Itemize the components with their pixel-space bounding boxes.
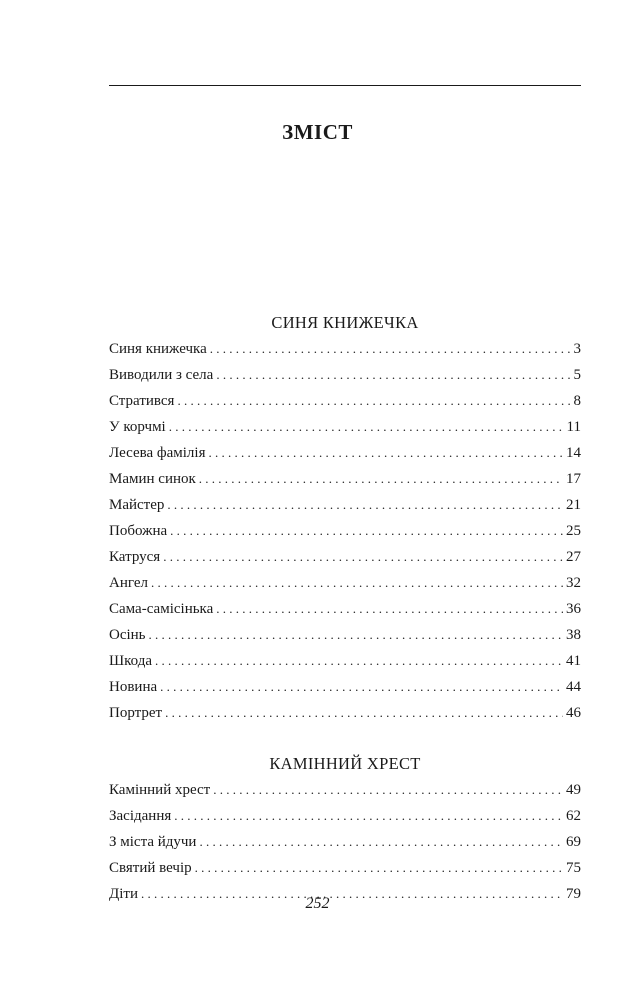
dot-leader <box>170 518 563 544</box>
toc-entry[interactable] <box>109 414 581 440</box>
dot-leader <box>169 414 564 440</box>
toc-entry[interactable] <box>109 700 581 726</box>
toc-entry-page-number: 69 <box>566 834 581 850</box>
dot-leader <box>208 440 563 466</box>
dot-leader <box>210 336 571 362</box>
toc-entry[interactable] <box>109 596 581 622</box>
toc-entry-title: Майстер <box>109 497 165 513</box>
dot-leader <box>199 466 563 492</box>
toc-entry-title: Лесева фамілія <box>109 445 206 461</box>
toc-entry-title: Ангел <box>109 575 148 591</box>
toc-entry[interactable] <box>109 466 581 492</box>
toc-entry[interactable] <box>109 622 581 648</box>
toc-entry[interactable] <box>109 777 581 803</box>
toc-entry[interactable] <box>109 388 581 414</box>
toc-entry-title: Портрет <box>109 705 163 721</box>
toc-entry-title: Осінь <box>109 627 146 643</box>
toc-entry-page-number: 49 <box>566 782 581 798</box>
toc-entry[interactable] <box>109 648 581 674</box>
toc-entry-title: З міста йдучи <box>109 834 197 850</box>
toc-entry-page-number: 5 <box>573 367 581 383</box>
toc-entry-title: Сама-самісінька <box>109 601 214 617</box>
toc-entry-page-number: 62 <box>566 808 581 824</box>
toc-entry-page-number: 8 <box>573 393 581 409</box>
dot-leader <box>216 596 563 622</box>
toc-entry-page-number: 32 <box>566 575 581 591</box>
toc-entry[interactable] <box>109 803 581 829</box>
toc-entry[interactable] <box>109 518 581 544</box>
table-of-contents <box>109 310 581 907</box>
toc-entry-title: Діти <box>109 886 138 902</box>
page-number: 252 <box>305 895 330 912</box>
dot-leader <box>216 362 570 388</box>
section-entries <box>109 336 581 726</box>
dot-leader <box>213 777 563 803</box>
dot-leader <box>160 674 563 700</box>
dot-leader <box>149 622 563 648</box>
toc-entry-title: Стратився <box>109 393 175 409</box>
toc-entry-page-number: 11 <box>566 419 581 435</box>
toc-entry-page-number: 46 <box>566 705 581 721</box>
dot-leader <box>174 803 563 829</box>
toc-entry[interactable] <box>109 570 581 596</box>
toc-entry-title: Святий вечір <box>109 860 192 876</box>
toc-entry-title: Камінний хрест <box>109 782 211 798</box>
toc-entry[interactable] <box>109 829 581 855</box>
section-entries <box>109 777 581 907</box>
dot-leader <box>167 492 563 518</box>
dot-leader <box>177 388 570 414</box>
toc-entry[interactable] <box>109 362 581 388</box>
toc-entry-title: Новина <box>109 679 158 695</box>
toc-entry-page-number: 41 <box>566 653 581 669</box>
toc-entry-page-number: 21 <box>566 497 581 513</box>
section-title-synia-knyzhechka: СИНЯ КНИЖЕЧКА <box>271 313 419 332</box>
dot-leader <box>155 648 563 674</box>
header-rule <box>109 85 581 86</box>
section-title-kaminnyi-khrest: КАМІННИЙ ХРЕСТ <box>269 754 421 773</box>
toc-entry[interactable] <box>109 855 581 881</box>
toc-entry-page-number: 27 <box>566 549 581 565</box>
toc-entry-title: У корчмі <box>109 419 166 435</box>
toc-entry-title: Шкода <box>109 653 153 669</box>
toc-entry[interactable] <box>109 336 581 362</box>
dot-leader <box>151 570 563 596</box>
toc-entry-page-number: 38 <box>566 627 581 643</box>
dot-leader <box>195 855 563 881</box>
toc-entry[interactable] <box>109 492 581 518</box>
toc-entry-page-number: 36 <box>566 601 581 617</box>
toc-entry-page-number: 79 <box>566 886 581 902</box>
toc-entry-page-number: 14 <box>566 445 581 461</box>
toc-entry-title: Виводили з села <box>109 367 214 383</box>
toc-entry-page-number: 25 <box>566 523 581 539</box>
toc-entry-title: Катруся <box>109 549 161 565</box>
toc-entry-page-number: 17 <box>566 471 581 487</box>
toc-entry-title: Побожна <box>109 523 168 539</box>
toc-entry[interactable] <box>109 544 581 570</box>
toc-entry-page-number: 75 <box>566 860 581 876</box>
toc-entry-page-number: 44 <box>566 679 581 695</box>
toc-entry[interactable] <box>109 674 581 700</box>
dot-leader <box>199 829 563 855</box>
page-title: ЗМІСТ <box>282 120 353 144</box>
dot-leader <box>163 544 563 570</box>
toc-entry[interactable] <box>109 440 581 466</box>
dot-leader <box>165 700 563 726</box>
toc-entry-title: Синя книжечка <box>109 341 207 357</box>
toc-entry-title: Засідання <box>109 808 172 824</box>
toc-entry-page-number: 3 <box>573 341 581 357</box>
toc-entry-title: Мамин синок <box>109 471 196 487</box>
